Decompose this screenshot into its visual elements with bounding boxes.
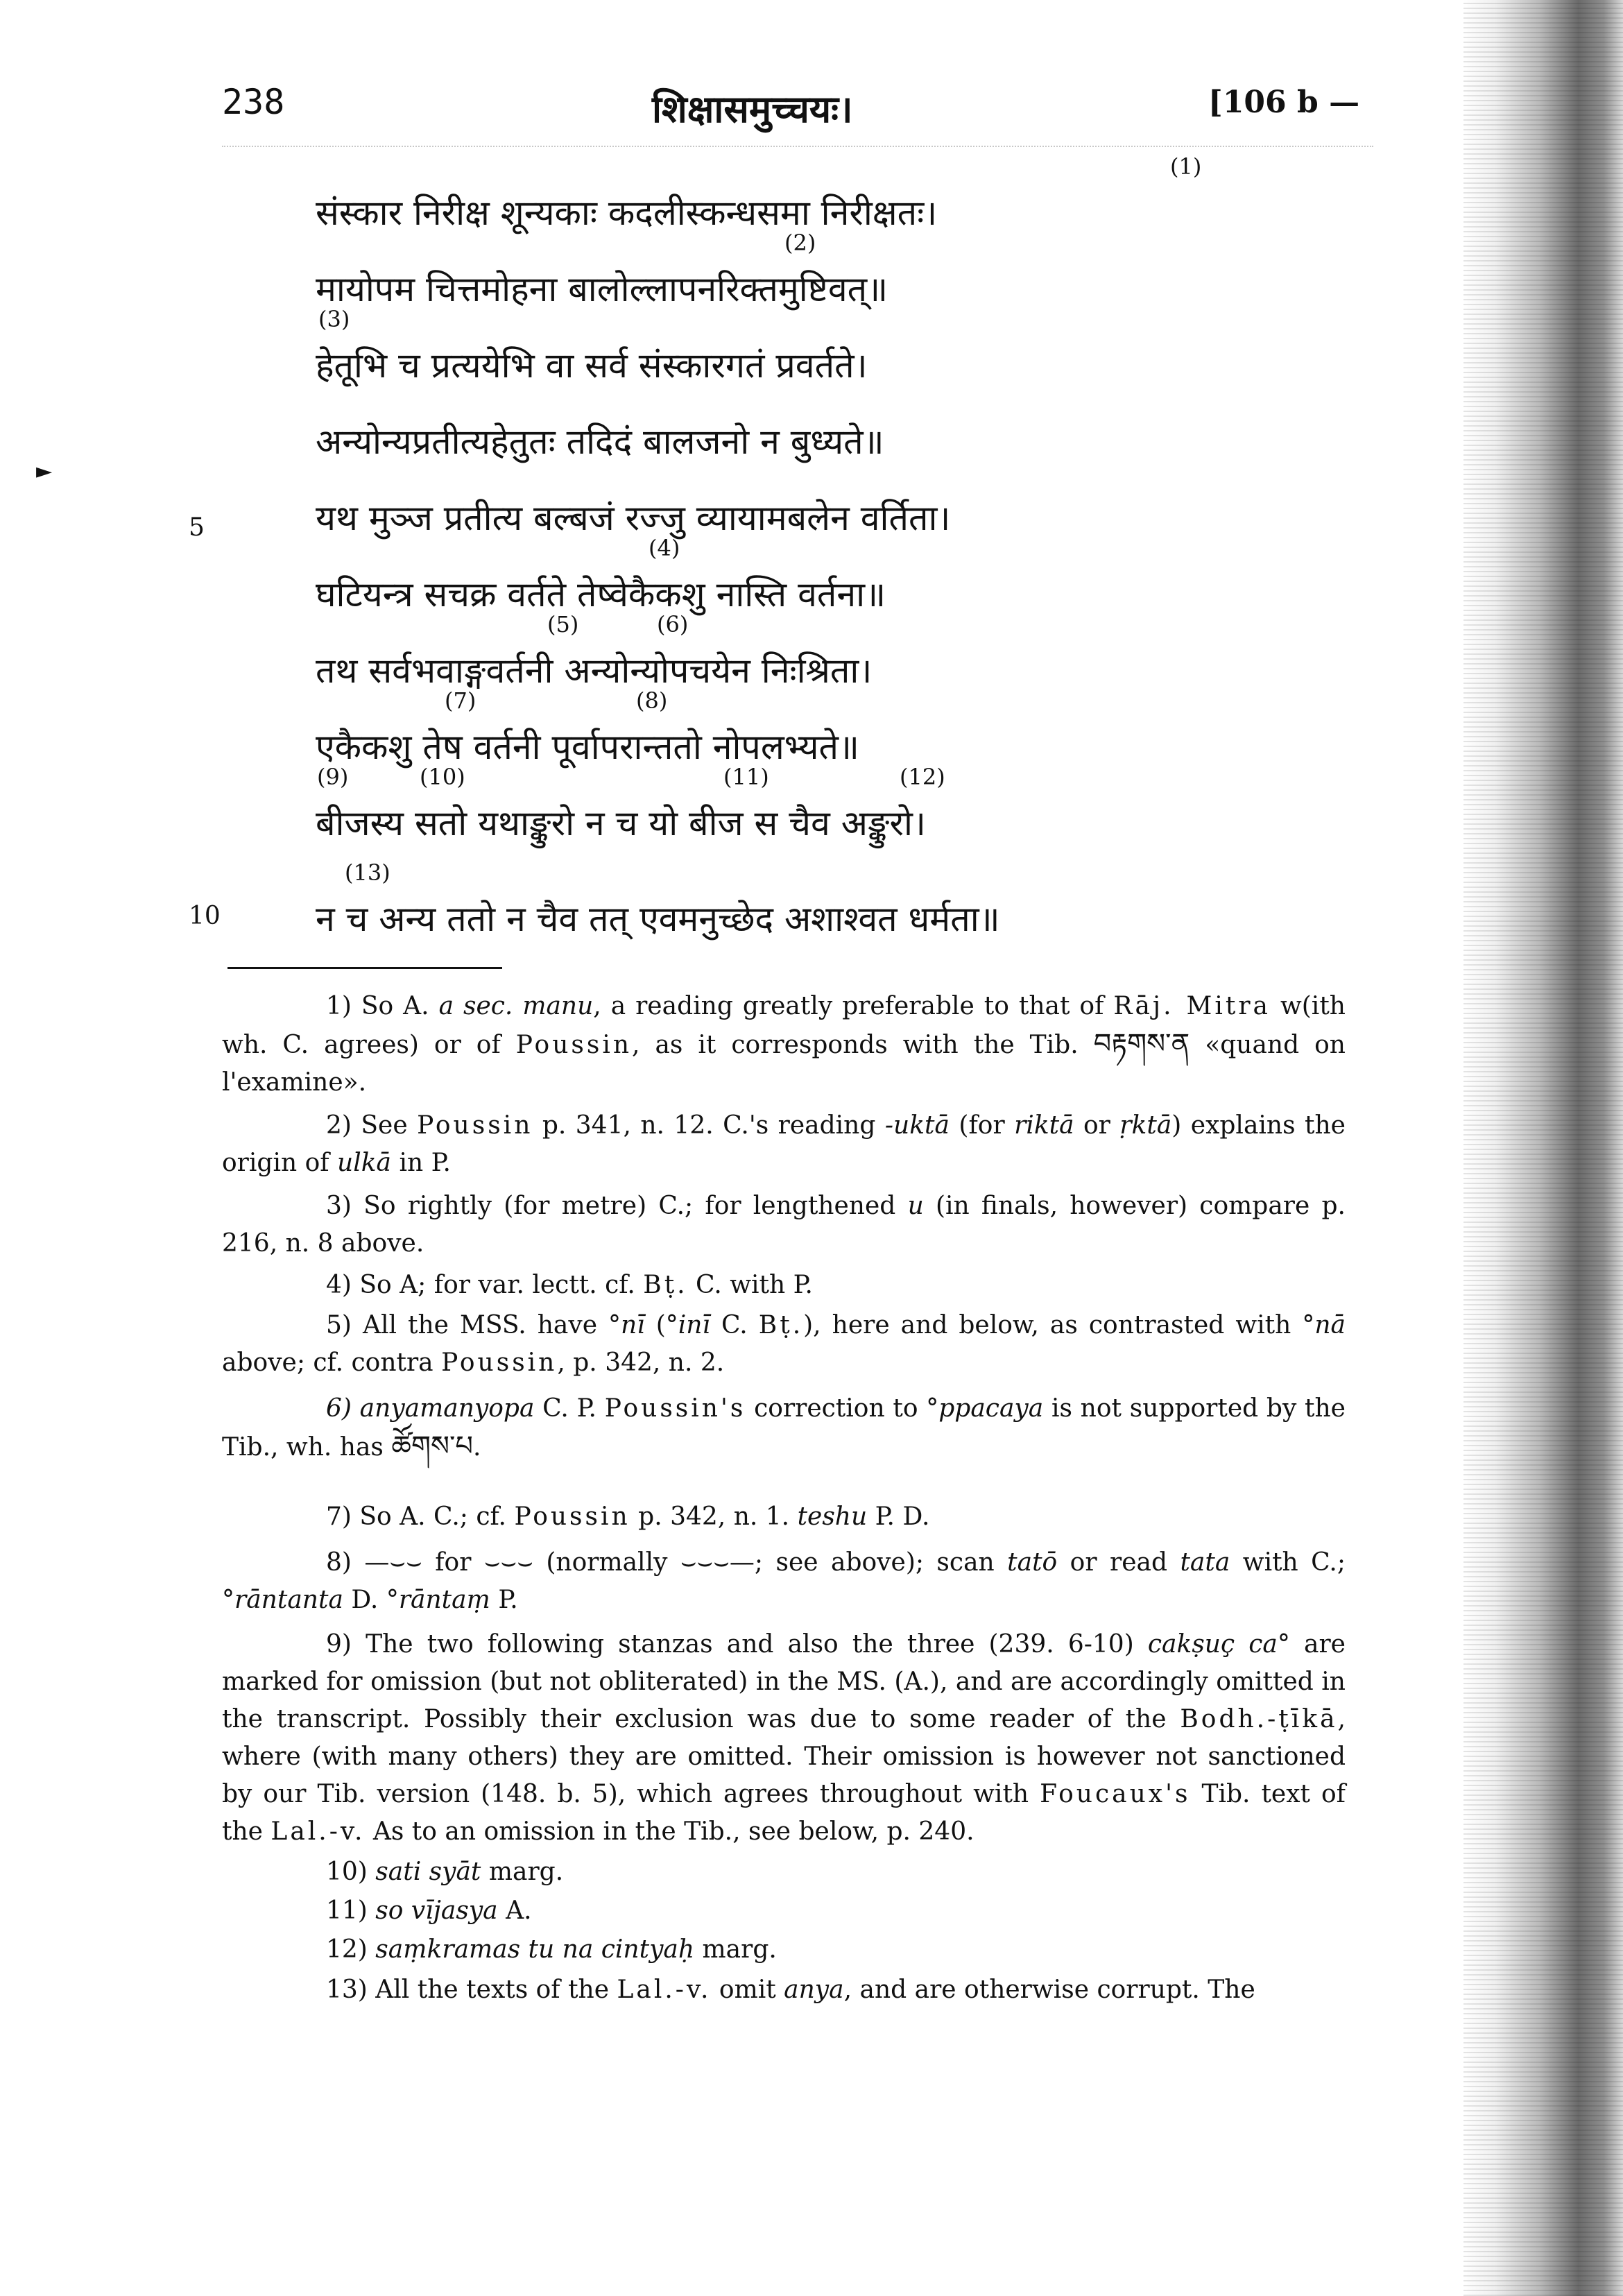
footnote-2: 2) See Poussin p. 341, n. 12. C.'s reading -uktā (for riktā or ṛktā) explains the origin of ulkā in P. — [222, 1111, 1346, 1177]
verse-note-marker: (3) — [318, 306, 350, 332]
verse-text: अन्योन्यप्रतीत्यहेतुतः तदिदं बालजनो न बुध्यते॥ — [316, 422, 884, 462]
footnote-10: 10) sati syāt marg. — [326, 1858, 564, 1886]
verse-note-marker: (7) — [445, 687, 476, 714]
verse-note-marker: (10) — [420, 764, 465, 790]
line-number-10: 10 — [189, 902, 221, 930]
folio-reference: [106 b — — [1208, 85, 1360, 120]
margin-arrow-icon: ► — [36, 459, 53, 483]
verse-text: यथ मुञ्ज प्रतीत्य बल्बजं रज्जु व्यायामबलेन वर्तिता। — [316, 498, 951, 538]
footnote-7: 7) So A. C.; cf. Poussin p. 342, n. 1. teshu P. D. — [326, 1502, 930, 1531]
verse-note-marker: (8) — [636, 687, 668, 714]
verse-note-marker: (13) — [345, 859, 390, 886]
footnote-6: 6) anyamanyopa C. P. Poussin's correction to °ppacaya is not supported by the Tib., wh. has ཚོགས་པ. — [222, 1394, 1346, 1462]
footnote-8: 8) —⌣⌣ for ⌣⌣⌣ (normally ⌣⌣⌣—; see above); scan tatō or read tata with C.; °rāntanta D. °rāntaṃ P. — [222, 1548, 1346, 1614]
footnote-9: 9) The two following stanzas and also the three (239. 6-10) cakṣuç ca° are marked for omission (but not obliterated) in the MS. (A.), and are accordingly omitted in the transcript. Possibly their exclusion was due to some reader of the Bodh.-ṭīkā, where (with many others) they are omitted. Their omission is however not sanctioned by our Tib. version (148. b. 5), which agrees throughout with Foucaux's Tib. text of the Lal.-v. As to an omission in the Tib., see below, p. 240. — [222, 1630, 1346, 1846]
footnote-13: 13) All the texts of the Lal.-v. omit anya, and are otherwise corrupt. The — [326, 1976, 1255, 2004]
footnote-1: 1) So A. a sec. manu, a reading greatly preferable to that of Rāj. Mitra w(ith wh. C. agrees) or of Poussin, as it corresponds with the Tib. བརྟགས་ན «quand on l'examine». — [222, 992, 1346, 1097]
verse-line — [316, 764, 1425, 853]
verse-note-marker: (9) — [317, 764, 349, 790]
verse-note-marker: (2) — [784, 230, 816, 256]
footnote-11: 11) so vījasya A. — [326, 1896, 532, 1925]
line-number-5: 5 — [189, 513, 205, 542]
tibetan-word: བརྟགས་ན — [1093, 1028, 1190, 1060]
verse-line — [316, 153, 1425, 243]
verse-note-marker: (1) — [1170, 153, 1202, 180]
verse-line — [316, 488, 1425, 548]
verse-line — [316, 859, 1425, 949]
page-number: 238 — [222, 82, 285, 122]
verse-line — [316, 611, 1425, 701]
verse-text: तथ सर्वभवाङ्गवर्तनी अन्योन्योपचयेन निःश्रिता। — [316, 651, 873, 691]
verse-text: मायोपम चित्तमोहना बालोल्लापनरिक्तमुष्टिवत्॥ — [316, 269, 888, 309]
verse-line — [316, 412, 1425, 472]
verse-note-marker: (6) — [657, 611, 689, 637]
footnote-3: 3) So rightly (for metre) C.; for lengthened u (in finals, however) compare p. 216, n. 8 above. — [222, 1192, 1346, 1258]
footnote-4: 4) So A; for var. lectt. cf. Bṭ. C. with P. — [326, 1271, 813, 1299]
verse-text: संस्कार निरीक्ष शून्यकाः कदलीस्कन्धसमा निरीक्षतः। — [316, 193, 938, 233]
verse-text: न च अन्य ततो न चैव तत् एवमनुच्छेद अशाश्वत धर्मता॥ — [316, 899, 1000, 939]
footnote-rule — [227, 967, 502, 969]
header-rule — [222, 146, 1373, 147]
running-title: शिक्षासमुच्चयः। — [652, 87, 853, 131]
verse-line — [316, 687, 1425, 777]
verse-note-marker: (5) — [547, 611, 579, 637]
verse-note-marker: (4) — [649, 535, 680, 561]
verse-line — [316, 306, 1425, 395]
verse-text: हेतूभि च प्रत्ययेभि वा सर्व संस्कारगतं प्रवर्तते। — [316, 345, 868, 386]
verse-line — [316, 230, 1425, 319]
tibetan-word: ཚོགས་པ — [391, 1430, 474, 1462]
footnote-12: 12) saṃkramas tu na cintyaḥ marg. — [326, 1935, 777, 1964]
verse-text: बीजस्य सतो यथाङ्कुरो न च यो बीज स चैव अङ्कुरो। — [316, 803, 926, 843]
verse-note-marker: (12) — [900, 764, 945, 790]
verse-text: एकैकशु तेष वर्तनी पूर्वापरान्ततो नोपलभ्यते॥ — [316, 727, 859, 767]
scan-book-edge — [1463, 0, 1623, 2296]
footnote-5: 5) All the MSS. have °nī (°inī C. Bṭ.), here and below, as contrasted with °nā above; cf. contra Poussin, p. 342, n. 2. — [222, 1311, 1346, 1377]
verse-text: घटियन्त्र सचक्र वर्तते तेष्वेकैकशु नास्ति वर्तना॥ — [316, 574, 886, 615]
verse-note-marker: (11) — [723, 764, 769, 790]
verse-line — [316, 535, 1425, 624]
